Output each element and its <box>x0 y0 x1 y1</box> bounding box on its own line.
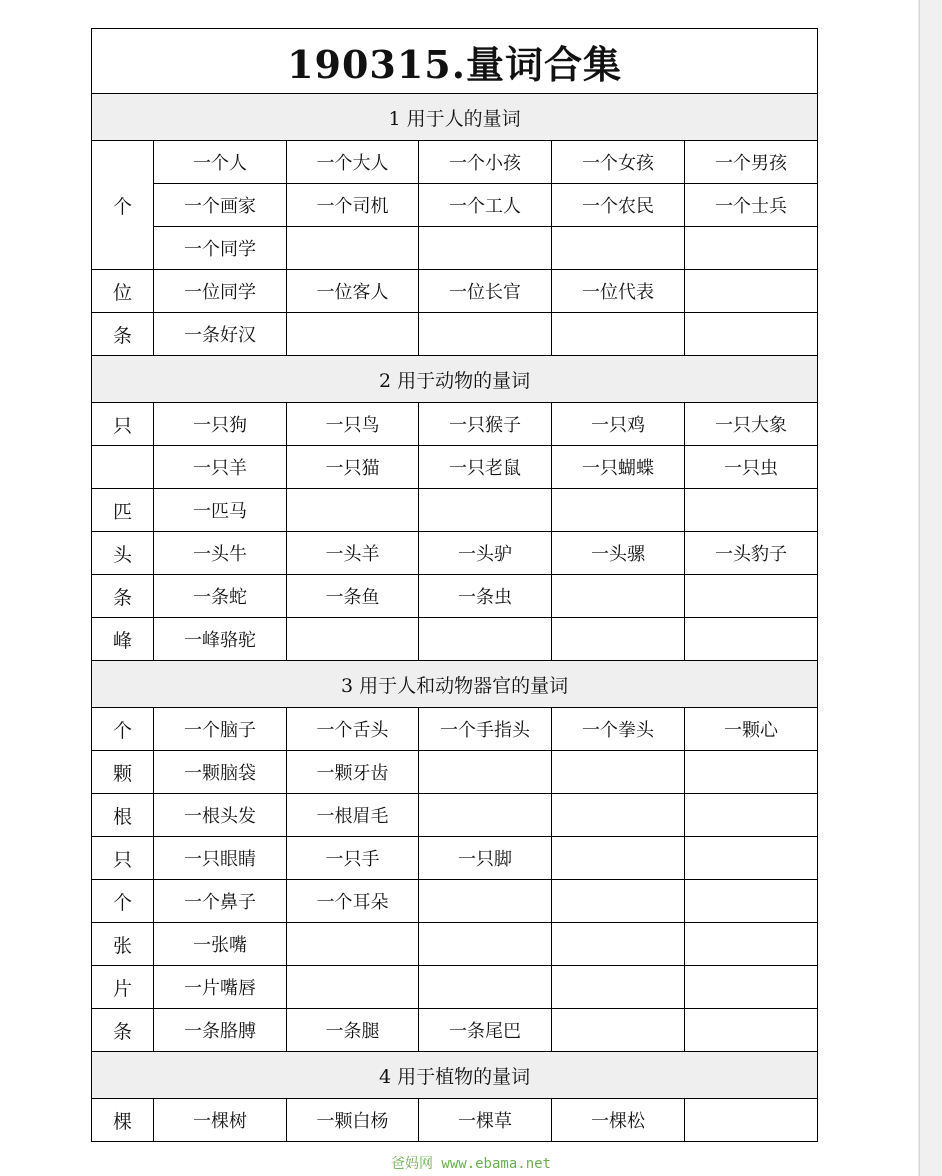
measure-word-cell: 条 <box>92 313 154 356</box>
measure-word-cell: 条 <box>92 1009 154 1052</box>
table-row <box>92 1099 818 1142</box>
section-header-row <box>92 1052 818 1099</box>
example-cell: 一条蛇 <box>154 575 287 618</box>
table-row <box>92 313 818 356</box>
measure-word-cell: 颗 <box>92 751 154 794</box>
measure-word-cell: 条 <box>92 575 154 618</box>
example-cell: 一颗脑袋 <box>154 751 287 794</box>
table-row <box>92 489 818 532</box>
example-cell <box>419 751 552 794</box>
example-cell <box>419 923 552 966</box>
example-cell: 一位同学 <box>154 270 287 313</box>
example-cell: 一个拳头 <box>552 708 685 751</box>
table-row <box>92 794 818 837</box>
example-cell: 一个工人 <box>419 184 552 227</box>
example-cell <box>552 966 685 1009</box>
example-cell: 一棵树 <box>154 1099 287 1142</box>
table-row <box>92 618 818 661</box>
example-cell <box>552 489 685 532</box>
example-cell: 一个鼻子 <box>154 880 287 923</box>
table-row <box>92 184 818 227</box>
example-cell: 一个小孩 <box>419 141 552 184</box>
example-cell <box>552 618 685 661</box>
example-cell <box>419 880 552 923</box>
example-cell <box>685 313 818 356</box>
example-cell: 一只猴子 <box>419 403 552 446</box>
example-cell <box>685 618 818 661</box>
table-row <box>92 966 818 1009</box>
example-cell <box>287 966 419 1009</box>
example-cell: 一个耳朵 <box>287 880 419 923</box>
example-cell: 一匹马 <box>154 489 287 532</box>
example-cell: 一个司机 <box>287 184 419 227</box>
example-cell: 一位代表 <box>552 270 685 313</box>
example-cell: 一条腿 <box>287 1009 419 1052</box>
example-cell: 一只猫 <box>287 446 419 489</box>
measure-word-cell: 棵 <box>92 1099 154 1142</box>
example-cell: 一个手指头 <box>419 708 552 751</box>
example-cell: 一只脚 <box>419 837 552 880</box>
example-cell: 一个士兵 <box>685 184 818 227</box>
example-cell <box>419 794 552 837</box>
table-row <box>92 575 818 618</box>
example-cell: 一位客人 <box>287 270 419 313</box>
example-cell: 一只鸡 <box>552 403 685 446</box>
example-cell: 一条胳膊 <box>154 1009 287 1052</box>
example-cell: 一峰骆驼 <box>154 618 287 661</box>
measure-word-cell: 匹 <box>92 489 154 532</box>
example-cell: 一张嘴 <box>154 923 287 966</box>
example-cell <box>552 794 685 837</box>
table-row <box>92 446 818 489</box>
example-cell <box>287 618 419 661</box>
example-cell <box>419 489 552 532</box>
section-heading: 4 用于植物的量词 <box>92 1052 818 1099</box>
example-cell: 一个男孩 <box>685 141 818 184</box>
measure-word-cell: 根 <box>92 794 154 837</box>
section-header-row <box>92 94 818 141</box>
title-row <box>92 29 818 94</box>
example-cell: 一位长官 <box>419 270 552 313</box>
measure-word-cell: 个 <box>92 880 154 923</box>
example-cell: 一个大人 <box>287 141 419 184</box>
example-cell: 一颗白杨 <box>287 1099 419 1142</box>
example-cell <box>685 966 818 1009</box>
example-cell: 一条鱼 <box>287 575 419 618</box>
vertical-scrollbar[interactable] <box>919 0 942 1176</box>
example-cell: 一根眉毛 <box>287 794 419 837</box>
table-row <box>92 708 818 751</box>
example-cell: 一个画家 <box>154 184 287 227</box>
example-cell <box>685 751 818 794</box>
example-cell <box>552 575 685 618</box>
table-row <box>92 227 818 270</box>
example-cell <box>552 923 685 966</box>
section-header-row <box>92 356 818 403</box>
example-cell: 一颗心 <box>685 708 818 751</box>
example-cell: 一头驴 <box>419 532 552 575</box>
example-cell <box>552 880 685 923</box>
example-cell: 一只鸟 <box>287 403 419 446</box>
example-cell <box>685 489 818 532</box>
table-row <box>92 141 818 184</box>
section-heading: 1 用于人的量词 <box>92 94 818 141</box>
example-cell: 一片嘴唇 <box>154 966 287 1009</box>
measure-word-cell: 只 <box>92 403 154 446</box>
measure-word-table <box>91 28 818 1142</box>
table-row <box>92 923 818 966</box>
example-cell: 一个女孩 <box>552 141 685 184</box>
section-heading: 2 用于动物的量词 <box>92 356 818 403</box>
example-cell <box>419 227 552 270</box>
table-row <box>92 1009 818 1052</box>
example-cell: 一棵草 <box>419 1099 552 1142</box>
example-cell: 一个农民 <box>552 184 685 227</box>
example-cell: 一只虫 <box>685 446 818 489</box>
example-cell: 一个同学 <box>154 227 287 270</box>
example-cell: 一只狗 <box>154 403 287 446</box>
example-cell: 一只羊 <box>154 446 287 489</box>
measure-word-cell: 张 <box>92 923 154 966</box>
example-cell <box>685 1099 818 1142</box>
example-cell <box>685 794 818 837</box>
example-cell <box>685 270 818 313</box>
example-cell <box>287 489 419 532</box>
example-cell: 一只眼睛 <box>154 837 287 880</box>
table-row <box>92 751 818 794</box>
example-cell: 一个脑子 <box>154 708 287 751</box>
example-cell <box>552 751 685 794</box>
example-cell: 一条虫 <box>419 575 552 618</box>
section-heading: 3 用于人和动物器官的量词 <box>92 661 818 708</box>
watermark: 爸妈网 www.ebama.net <box>390 1156 551 1172</box>
measure-word-cell: 位 <box>92 270 154 313</box>
measure-word-cell: 头 <box>92 532 154 575</box>
measure-word-cell: 只 <box>92 837 154 880</box>
measure-word-cell: 个 <box>92 708 154 751</box>
example-cell <box>685 575 818 618</box>
example-cell <box>685 837 818 880</box>
example-cell <box>419 313 552 356</box>
example-cell: 一条好汉 <box>154 313 287 356</box>
example-cell <box>287 227 419 270</box>
example-cell: 一条尾巴 <box>419 1009 552 1052</box>
table-body <box>92 29 818 1142</box>
section-header-row <box>92 661 818 708</box>
example-cell: 一只老鼠 <box>419 446 552 489</box>
example-cell: 一棵松 <box>552 1099 685 1142</box>
measure-word-cell: 个 <box>92 141 154 270</box>
example-cell <box>287 923 419 966</box>
example-cell <box>685 923 818 966</box>
page-title: 190315.量词合集 <box>92 29 818 94</box>
table-row <box>92 837 818 880</box>
measure-word-cell: 峰 <box>92 618 154 661</box>
example-cell: 一头羊 <box>287 532 419 575</box>
example-cell: 一头骡 <box>552 532 685 575</box>
measure-word-cell <box>92 446 154 489</box>
example-cell: 一个舌头 <box>287 708 419 751</box>
example-cell: 一头牛 <box>154 532 287 575</box>
example-cell <box>685 227 818 270</box>
table-row <box>92 403 818 446</box>
example-cell: 一只手 <box>287 837 419 880</box>
example-cell <box>552 313 685 356</box>
example-cell: 一颗牙齿 <box>287 751 419 794</box>
example-cell: 一只大象 <box>685 403 818 446</box>
example-cell <box>552 227 685 270</box>
measure-word-cell: 片 <box>92 966 154 1009</box>
example-cell <box>419 618 552 661</box>
example-cell: 一只蝴蝶 <box>552 446 685 489</box>
table-row <box>92 532 818 575</box>
example-cell <box>287 313 419 356</box>
example-cell <box>685 880 818 923</box>
example-cell <box>685 1009 818 1052</box>
example-cell <box>552 837 685 880</box>
table-row <box>92 880 818 923</box>
example-cell: 一根头发 <box>154 794 287 837</box>
example-cell: 一头豹子 <box>685 532 818 575</box>
example-cell: 一个人 <box>154 141 287 184</box>
example-cell <box>419 966 552 1009</box>
example-cell <box>552 1009 685 1052</box>
table-row <box>92 270 818 313</box>
